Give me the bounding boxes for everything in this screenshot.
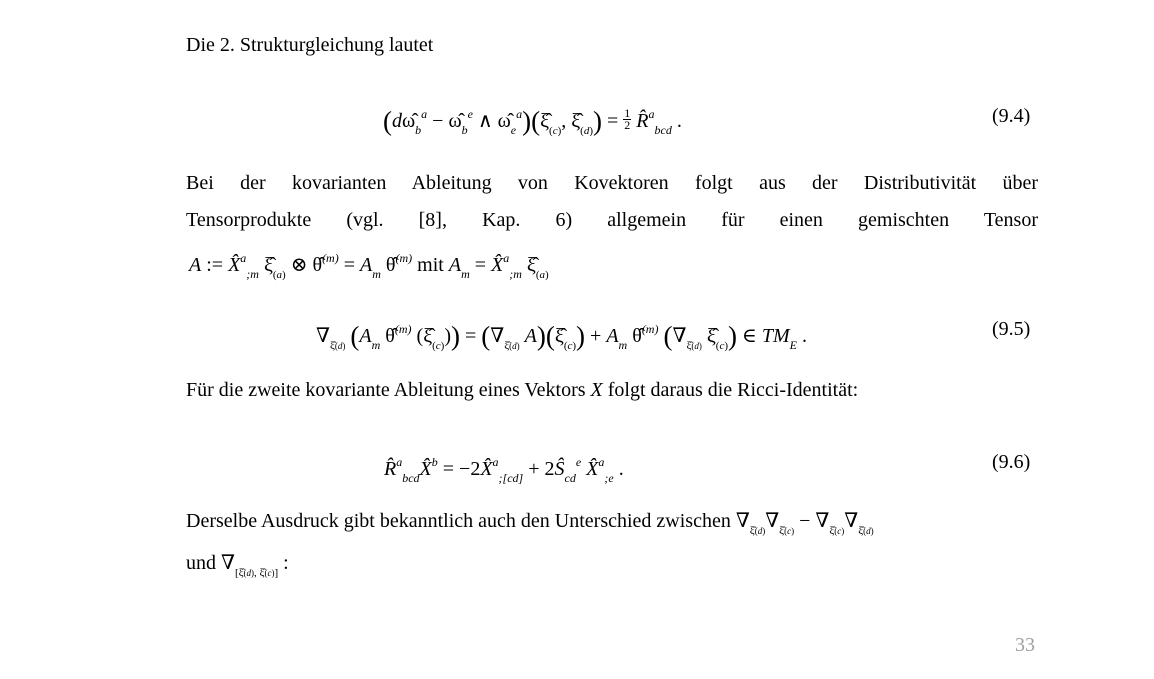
commutator-difference: $\nabla_{\xî(d)}\nabla_{\xî(c)} - \nabla_{\xî(c)}\nabla_{\xî(d)}$ [735,510,874,537]
equation-label-9-5: (9.5) [992,318,1031,340]
intro-line: Die 2. Strukturgleichung lautet [186,34,434,56]
equation-label-9-4: (9.4) [992,105,1031,127]
paragraph-line-1: Bei der kovarianten Ableitung von Kovektoren folgt aus der Distributivität über [186,172,1038,194]
equation-9-5: $\nabla_{\xî(d)}$ ($A_m$ θ̂$^{(m)}$ $(\xî_{(c)})) = (\nabla_{\xî(d)}$ $A)(\xî_{(c)}) + A_m$ θ̂$^{(m)}$ ($\nabla_{\xî(d)}$ $\xî_{(c)}$) ∈ $TM_E$ . [316,321,807,352]
ricci-sentence [186,378,858,402]
derselbe-sentence [186,509,874,543]
equation-9-4: ($d\omegâ_b^a$ − $\omegâ_b^e$ ∧ $\omegâ_e^a)(\xî_{(c)}$, $\xî_{(d)}$) = $\frac{1}{2}$ R̂$^a_{bcd}$ . [383,106,682,137]
page-number: 33 [1015,634,1035,656]
und-word: und [186,552,216,574]
equation-9-6: R̂$^a_{bcd}$X̂$^b$ = −2X̂$^a_{;[cd]}$ + $2Ŝ_{cd}^e$ X̂$^a_{;e}$ . [384,455,624,485]
ricci-sentence-start: Für die zweite kovariante Ableitung eines Vektors [186,379,591,401]
ricci-sentence-variable: X [590,379,603,401]
paragraph-line-2: Tensorprodukte (vgl. [8], Kap. 6) allgemein für einen gemischten Tensor [186,209,1038,231]
mit-word: mit [417,254,444,276]
ricci-sentence-end: folgt daraus die Ricci-Identität: [602,379,859,401]
tensor-definition: A := X̂$^a_{;m}$ $\xî_{(a)}$ ⊗ θ̂$^{(m)}$ = $A_m$ θ̂$^{(m)}$ mit $A_m$ = X̂$^a_{;m}$ $\xî_{(a)}$ [189,251,549,281]
derselbe-text: Derselbe Ausdruck gibt bekanntlich auch den Unterschied zwischen [186,510,731,532]
und-line [186,551,289,585]
lie-bracket-derivative: $\nabla_{[\xî(d), \xî(c)]}$ : [221,552,289,579]
equation-label-9-6: (9.6) [992,451,1031,473]
